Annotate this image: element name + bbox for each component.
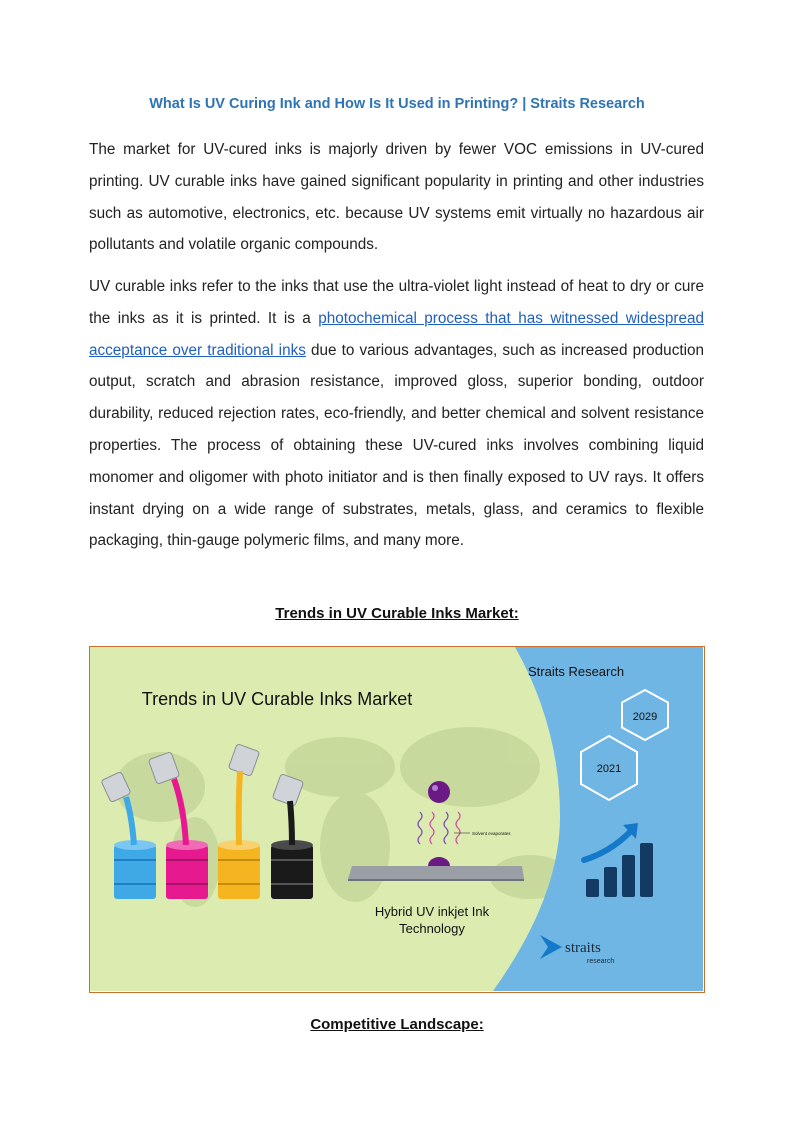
page-title: What Is UV Curing Ink and How Is It Used in Printing? | Straits Research — [149, 96, 645, 112]
paragraph-text-end: due to various advantages, such as increased production output, scratch and abrasion resistance, improved gloss, superior bonding, outdoor durability, reduced rejection rates, eco-friendly, and better chemical and solvent resistance properties. The process of obtaining these UV-cured inks involves combining liquid monomer and oligomer with photo initiator and is then finally exposed to UV rays. It offers instant drying on a wide range of substrates, metals, glass, and ceramics to flexible packaging, thin-gauge polymeric films, and many more. — [89, 341, 705, 550]
solvent-label: Solvent evaporates — [472, 831, 511, 836]
section-heading-competitive: Competitive Landscape: — [310, 1016, 484, 1033]
infographic-title: Trends in UV Curable Inks Market — [141, 689, 413, 709]
tech-label-line-2: Technology — [399, 921, 465, 936]
tech-label-line-1: Hybrid UV inkjet Ink — [374, 904, 490, 919]
paragraph-definition — [89, 271, 704, 557]
logo-subword: research — [587, 958, 615, 965]
year-label-2021: 2021 — [596, 763, 622, 775]
section-heading-trends: Trends in UV Curable Inks Market: — [275, 605, 519, 622]
logo-word: straits — [565, 940, 601, 956]
barrel-yellow — [218, 840, 260, 899]
barrel-black — [271, 840, 313, 899]
barrel-magenta — [166, 840, 208, 899]
infographic — [89, 646, 705, 993]
infographic-brand: Straits Research — [528, 664, 625, 679]
paragraph-intro: The market for UV-cured inks is majorly driven by fewer VOC emissions in UV-cured printing. UV curable inks have gained significant popularity in printing and other industries such as automotive, electronics, etc. because UV systems emit virtually no hazardous air pollutants and volatile organic compounds. — [89, 141, 704, 254]
barrel-cyan — [114, 840, 156, 899]
year-label-2029: 2029 — [632, 711, 658, 723]
inline-link[interactable]: photochemical process that has witnessed widespread acceptance over traditional inks — [89, 309, 704, 359]
paragraph-text-start: UV curable inks refer to the inks that use the ultra-violet light instead of heat to dry or cure the inks as it is printed. It is a — [89, 278, 704, 327]
